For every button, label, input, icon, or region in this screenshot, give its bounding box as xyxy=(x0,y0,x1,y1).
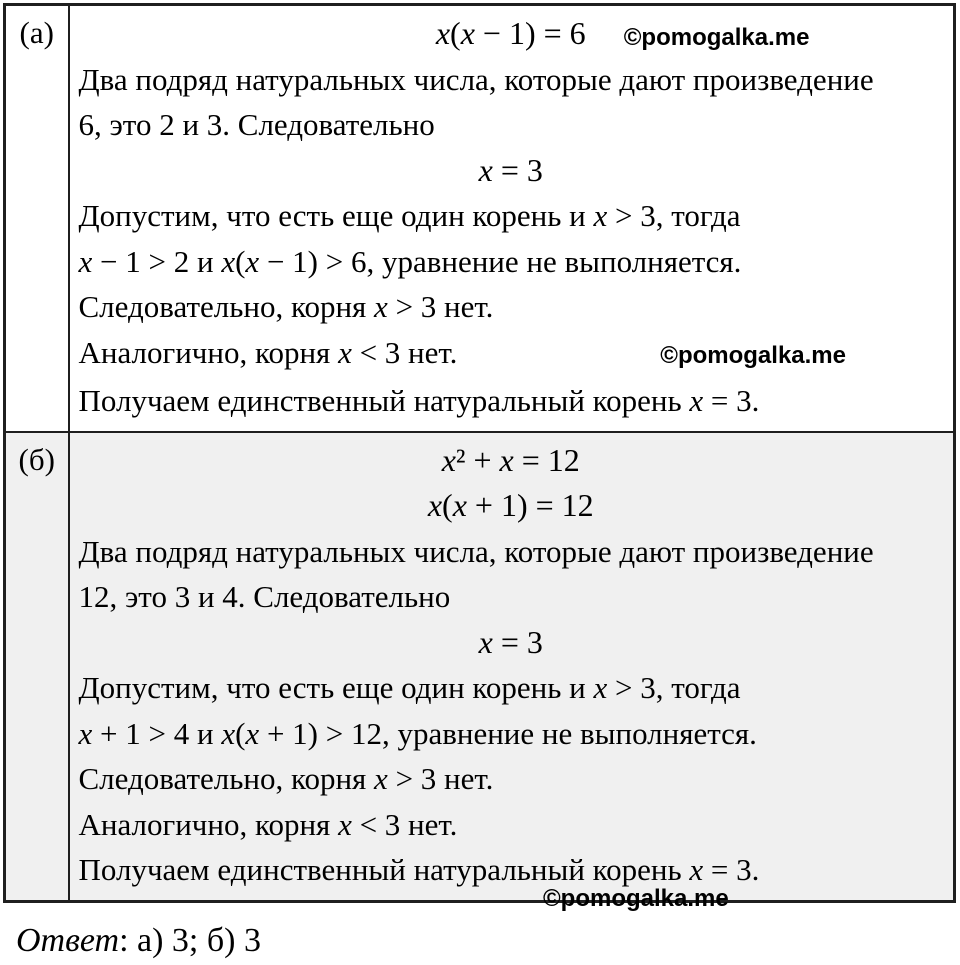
solution-content-a xyxy=(69,5,955,432)
watermark-middle: ©pomogalka.me xyxy=(660,341,846,369)
watermark-top: ©pomogalka.me xyxy=(623,24,810,51)
equation-b1: x² + x = 12 xyxy=(441,441,580,478)
solution-text-a7: Получаем единственный натуральный корень x = 3. xyxy=(78,383,760,418)
solution-text-b4: x + 1 > 4 и x(x + 1) > 12, уравнение не выполняется. xyxy=(78,715,757,751)
watermark-bottom: ©pomogalka.me xyxy=(543,885,729,912)
solution-table xyxy=(3,3,956,903)
equation-b2: x(x + 1) = 12 xyxy=(427,487,594,523)
answer-line xyxy=(16,919,261,963)
solution-text-b6: Аналогично, корня x < 3 нет. xyxy=(78,806,458,842)
solution-row-b xyxy=(5,432,955,902)
solution-text-b7: Получаем единственный натуральный корень x = 3. xyxy=(78,852,760,887)
solution-text-a1: Два подряд натуральных числа, которые дают произведение xyxy=(78,61,874,97)
solution-text-b3: Допустим, что есть еще один корень и x > 3, тогда xyxy=(78,670,741,705)
part-label-b: (б) xyxy=(5,432,69,902)
solution-text-a4: x − 1 > 2 и x(x − 1) > 6, уравнение не выполняется. xyxy=(78,243,742,279)
solution-text-b5: Следовательно, корня x > 3 нет. xyxy=(78,761,494,796)
solution-content-b xyxy=(69,432,955,902)
solution-text-a3: Допустим, что есть еще один корень и x > 3, тогда xyxy=(78,198,741,233)
solution-text-b2: 12, это 3 и 4. Следовательно xyxy=(78,579,451,614)
part-label-a: (а) xyxy=(5,5,69,432)
answer-label: Ответ xyxy=(16,922,120,959)
solution-text-a2: 6, это 2 и 3. Следовательно xyxy=(78,107,435,142)
solution-text-a6-line xyxy=(79,330,944,379)
solution-text-b1: Два подряд натуральных числа, которые дают произведение xyxy=(78,533,874,569)
equation-a1: x(x − 1) = 6 xyxy=(435,15,586,51)
equation-b3: x = 3 xyxy=(478,623,543,660)
equation-a2: x = 3 xyxy=(478,151,543,188)
equation-line-a1 xyxy=(79,11,944,57)
solution-text-a5: Следовательно, корня x > 3 нет. xyxy=(78,289,494,324)
answer-value: : а) 3; б) 3 xyxy=(119,922,261,959)
solution-row-a xyxy=(5,5,955,432)
solution-text-a6: Аналогично, корня x < 3 нет. xyxy=(78,334,458,370)
